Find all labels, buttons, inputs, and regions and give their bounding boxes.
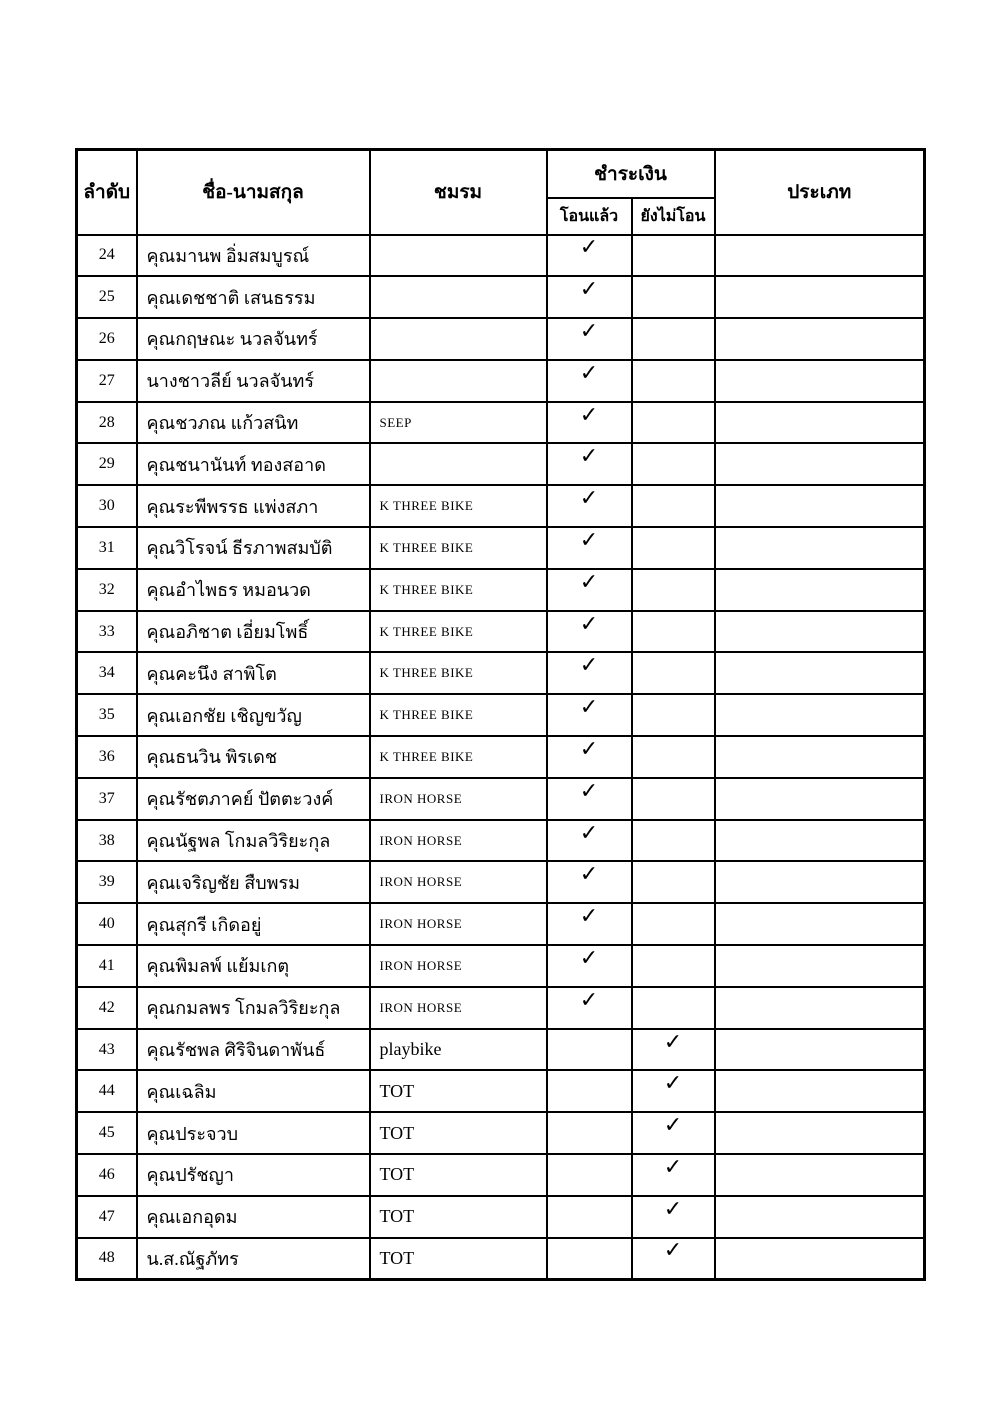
- club-name: [370, 276, 547, 318]
- paid-check-cell: [547, 1112, 632, 1154]
- row-number: 24: [77, 235, 137, 277]
- row-number: 47: [77, 1196, 137, 1238]
- check-icon: ✓: [579, 778, 599, 804]
- row-number: 42: [77, 987, 137, 1029]
- table-row: [77, 1112, 925, 1154]
- participant-name: คุณระพีพรรธ แพ่งสภา: [137, 485, 370, 527]
- check-icon: ✓: [579, 904, 599, 930]
- unpaid-check-cell: [632, 987, 715, 1029]
- check-icon: ✓: [663, 1196, 683, 1222]
- paid-check-cell: [547, 820, 632, 862]
- participant-name: นางชาวลีย์ นวลจันทร์: [137, 360, 370, 402]
- paid-check-cell: [547, 778, 632, 820]
- paid-check-cell: [547, 652, 632, 694]
- category: [715, 1029, 925, 1071]
- unpaid-check-cell: [632, 527, 715, 569]
- row-number: 45: [77, 1112, 137, 1154]
- table-row: [77, 569, 925, 611]
- category: [715, 652, 925, 694]
- category: [715, 443, 925, 485]
- check-icon: ✓: [579, 862, 599, 888]
- row-number: 25: [77, 276, 137, 318]
- col-header-name: ชื่อ-นามสกุล: [137, 150, 370, 235]
- club-name: TOT: [370, 1070, 547, 1112]
- check-icon: ✓: [579, 318, 599, 344]
- club-name: TOT: [370, 1154, 547, 1196]
- table-row: [77, 945, 925, 987]
- category: [715, 318, 925, 360]
- unpaid-check-cell: [632, 443, 715, 485]
- club-name: [370, 318, 547, 360]
- club-name: IRON HORSE: [370, 861, 547, 903]
- check-icon: ✓: [663, 1029, 683, 1055]
- unpaid-check-cell: [632, 694, 715, 736]
- club-name: SEEP: [370, 402, 547, 444]
- unpaid-check-cell: [632, 235, 715, 277]
- table-row: [77, 1238, 925, 1280]
- club-name: K THREE BIKE: [370, 652, 547, 694]
- category: [715, 1238, 925, 1280]
- category: [715, 903, 925, 945]
- check-icon: ✓: [663, 1071, 683, 1097]
- club-name: IRON HORSE: [370, 820, 547, 862]
- club-name: TOT: [370, 1238, 547, 1280]
- table-header: [77, 150, 925, 235]
- row-number: 34: [77, 652, 137, 694]
- col-header-no: ลำดับ: [77, 150, 137, 235]
- table-row: [77, 861, 925, 903]
- table-row: [77, 318, 925, 360]
- category: [715, 1070, 925, 1112]
- row-number: 32: [77, 569, 137, 611]
- club-name: K THREE BIKE: [370, 611, 547, 653]
- participant-name: คุณมานพ อิ่มสมบูรณ์: [137, 235, 370, 277]
- table-row: [77, 987, 925, 1029]
- col-header-unpaid: ยังไม่โอน: [632, 198, 715, 235]
- registration-table: [75, 148, 926, 1281]
- paid-check-cell: [547, 443, 632, 485]
- table-row: [77, 1070, 925, 1112]
- category: [715, 1112, 925, 1154]
- check-icon: ✓: [579, 695, 599, 721]
- table-row: [77, 402, 925, 444]
- row-number: 33: [77, 611, 137, 653]
- row-number: 48: [77, 1238, 137, 1280]
- paid-check-cell: [547, 569, 632, 611]
- row-number: 40: [77, 903, 137, 945]
- category: [715, 945, 925, 987]
- paid-check-cell: [547, 360, 632, 402]
- paid-check-cell: [547, 861, 632, 903]
- check-icon: ✓: [579, 653, 599, 679]
- unpaid-check-cell: [632, 276, 715, 318]
- club-name: [370, 235, 547, 277]
- participant-name: คุณเอกอุดม: [137, 1196, 370, 1238]
- paid-check-cell: [547, 1238, 632, 1280]
- category: [715, 694, 925, 736]
- table-row: [77, 778, 925, 820]
- participant-name: คุณนัฐพล โกมลวิริยะกุล: [137, 820, 370, 862]
- row-number: 36: [77, 736, 137, 778]
- category: [715, 276, 925, 318]
- row-number: 29: [77, 443, 137, 485]
- category: [715, 1154, 925, 1196]
- participant-name: คุณประจวบ: [137, 1112, 370, 1154]
- check-icon: ✓: [579, 945, 599, 971]
- check-icon: ✓: [579, 235, 599, 261]
- category: [715, 987, 925, 1029]
- table-row: [77, 1154, 925, 1196]
- club-name: IRON HORSE: [370, 945, 547, 987]
- unpaid-check-cell: [632, 1112, 715, 1154]
- unpaid-check-cell: [632, 903, 715, 945]
- row-number: 43: [77, 1029, 137, 1071]
- row-number: 41: [77, 945, 137, 987]
- participant-name: คุณธนวิน พิรเดช: [137, 736, 370, 778]
- participant-name: คุณชนานันท์ ทองสอาด: [137, 443, 370, 485]
- paid-check-cell: [547, 276, 632, 318]
- table-row: [77, 276, 925, 318]
- category: [715, 820, 925, 862]
- row-number: 38: [77, 820, 137, 862]
- unpaid-check-cell: [632, 1029, 715, 1071]
- row-number: 35: [77, 694, 137, 736]
- participant-name: คุณสุกรี เกิดอยู่: [137, 903, 370, 945]
- participant-name: คุณชวภณ แก้วสนิท: [137, 402, 370, 444]
- paid-check-cell: [547, 1029, 632, 1071]
- unpaid-check-cell: [632, 778, 715, 820]
- category: [715, 861, 925, 903]
- category: [715, 1196, 925, 1238]
- paid-check-cell: [547, 527, 632, 569]
- table-row: [77, 611, 925, 653]
- participant-name: คุณรัชพล ศิริจินดาพันธ์: [137, 1029, 370, 1071]
- club-name: IRON HORSE: [370, 903, 547, 945]
- table-row: [77, 235, 925, 277]
- club-name: TOT: [370, 1112, 547, 1154]
- row-number: 44: [77, 1070, 137, 1112]
- club-name: IRON HORSE: [370, 778, 547, 820]
- check-icon: ✓: [663, 1113, 683, 1139]
- unpaid-check-cell: [632, 1154, 715, 1196]
- paid-check-cell: [547, 694, 632, 736]
- row-number: 39: [77, 861, 137, 903]
- paid-check-cell: [547, 736, 632, 778]
- check-icon: ✓: [579, 987, 599, 1013]
- category: [715, 569, 925, 611]
- paid-check-cell: [547, 1154, 632, 1196]
- table-body: [77, 235, 925, 1280]
- check-icon: ✓: [579, 360, 599, 386]
- row-number: 46: [77, 1154, 137, 1196]
- paid-check-cell: [547, 485, 632, 527]
- category: [715, 527, 925, 569]
- check-icon: ✓: [579, 486, 599, 512]
- table-row: [77, 652, 925, 694]
- paid-check-cell: [547, 1196, 632, 1238]
- club-name: [370, 443, 547, 485]
- club-name: playbike: [370, 1029, 547, 1071]
- category: [715, 736, 925, 778]
- category: [715, 778, 925, 820]
- row-number: 27: [77, 360, 137, 402]
- check-icon: ✓: [663, 1238, 683, 1264]
- table-row: [77, 1196, 925, 1238]
- club-name: K THREE BIKE: [370, 527, 547, 569]
- col-header-paid: โอนแล้ว: [547, 198, 632, 235]
- participant-name: น.ส.ณัฐภัทร: [137, 1238, 370, 1280]
- participant-name: คุณกมลพร โกมลวิริยะกุล: [137, 987, 370, 1029]
- paid-check-cell: [547, 903, 632, 945]
- category: [715, 235, 925, 277]
- participant-name: คุณเอกชัย เชิญขวัญ: [137, 694, 370, 736]
- club-name: K THREE BIKE: [370, 485, 547, 527]
- paid-check-cell: [547, 945, 632, 987]
- club-name: IRON HORSE: [370, 987, 547, 1029]
- table-row: [77, 903, 925, 945]
- participant-name: คุณอำไพธร หมอนวด: [137, 569, 370, 611]
- row-number: 26: [77, 318, 137, 360]
- unpaid-check-cell: [632, 945, 715, 987]
- check-icon: ✓: [579, 444, 599, 470]
- category: [715, 360, 925, 402]
- check-icon: ✓: [663, 1154, 683, 1180]
- participant-name: คุณกฤษณะ นวลจันทร์: [137, 318, 370, 360]
- club-name: TOT: [370, 1196, 547, 1238]
- col-header-payment: ชำระเงิน: [547, 150, 715, 198]
- unpaid-check-cell: [632, 569, 715, 611]
- row-number: 31: [77, 527, 137, 569]
- paid-check-cell: [547, 987, 632, 1029]
- table-row: [77, 527, 925, 569]
- participant-name: คุณคะนึง สาพิโต: [137, 652, 370, 694]
- check-icon: ✓: [579, 277, 599, 303]
- paid-check-cell: [547, 318, 632, 360]
- paid-check-cell: [547, 402, 632, 444]
- category: [715, 611, 925, 653]
- table-row: [77, 360, 925, 402]
- paid-check-cell: [547, 235, 632, 277]
- unpaid-check-cell: [632, 652, 715, 694]
- club-name: K THREE BIKE: [370, 694, 547, 736]
- check-icon: ✓: [579, 402, 599, 428]
- table-row: [77, 694, 925, 736]
- paid-check-cell: [547, 611, 632, 653]
- col-header-category: ประเภท: [715, 150, 925, 235]
- participant-name: คุณเจริญชัย สืบพรม: [137, 861, 370, 903]
- table-row: [77, 1029, 925, 1071]
- check-icon: ✓: [579, 820, 599, 846]
- paid-check-cell: [547, 1070, 632, 1112]
- unpaid-check-cell: [632, 318, 715, 360]
- row-number: 30: [77, 485, 137, 527]
- check-icon: ✓: [579, 569, 599, 595]
- unpaid-check-cell: [632, 485, 715, 527]
- check-icon: ✓: [579, 527, 599, 553]
- participant-name: คุณอภิชาต เอี่ยมโพธิ์: [137, 611, 370, 653]
- participant-name: คุณเฉลิม: [137, 1070, 370, 1112]
- check-icon: ✓: [579, 611, 599, 637]
- unpaid-check-cell: [632, 360, 715, 402]
- unpaid-check-cell: [632, 1196, 715, 1238]
- check-icon: ✓: [579, 736, 599, 762]
- table-row: [77, 736, 925, 778]
- club-name: [370, 360, 547, 402]
- participant-name: คุณวิโรจน์ ธีรภาพสมบัติ: [137, 527, 370, 569]
- col-header-club: ชมรม: [370, 150, 547, 235]
- unpaid-check-cell: [632, 1238, 715, 1280]
- unpaid-check-cell: [632, 611, 715, 653]
- unpaid-check-cell: [632, 736, 715, 778]
- row-number: 37: [77, 778, 137, 820]
- unpaid-check-cell: [632, 1070, 715, 1112]
- table-row: [77, 820, 925, 862]
- table-row: [77, 485, 925, 527]
- unpaid-check-cell: [632, 820, 715, 862]
- participant-name: คุณรัชตภาคย์ ปัตตะวงค์: [137, 778, 370, 820]
- participant-name: คุณเดชชาติ เสนธรรม: [137, 276, 370, 318]
- row-number: 28: [77, 402, 137, 444]
- participant-name: คุณพิมลพ์ แย้มเกตุ: [137, 945, 370, 987]
- unpaid-check-cell: [632, 861, 715, 903]
- unpaid-check-cell: [632, 402, 715, 444]
- club-name: K THREE BIKE: [370, 736, 547, 778]
- participant-name: คุณปรัชญา: [137, 1154, 370, 1196]
- table-row: [77, 443, 925, 485]
- category: [715, 485, 925, 527]
- club-name: K THREE BIKE: [370, 569, 547, 611]
- category: [715, 402, 925, 444]
